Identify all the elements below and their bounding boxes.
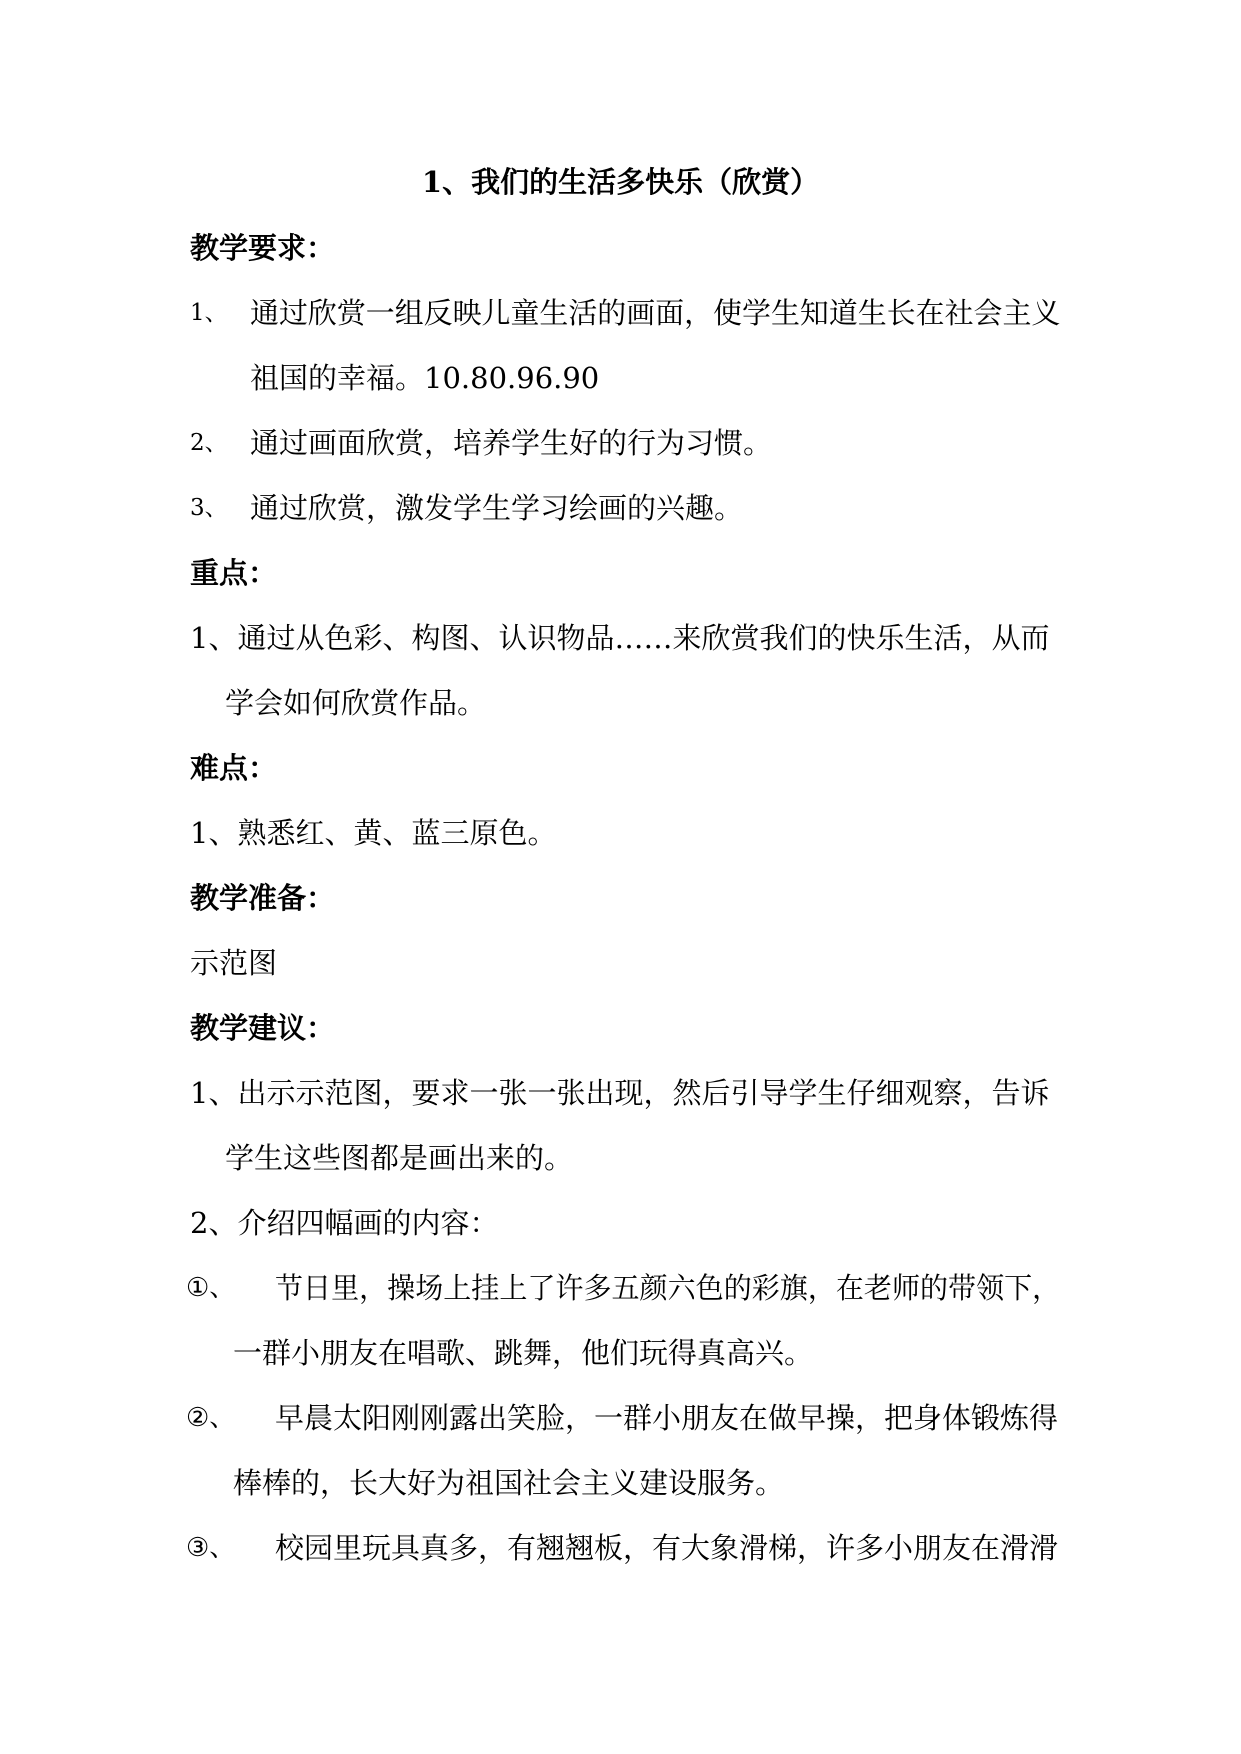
picture-2-line-2: 棒棒的，长大好为祖国社会主义建设服务。 xyxy=(233,1466,785,1500)
key-points-line-2: 学会如何欣赏作品。 xyxy=(225,686,487,720)
page-title: 1、我们的生活多快乐（欣赏） xyxy=(421,165,820,199)
picture-3-line-1: 校园里玩具真多，有翘翘板，有大象滑梯，许多小朋友在滑滑 xyxy=(275,1531,1059,1565)
preparation-line-1: 示范图 xyxy=(190,946,278,980)
requirement-number-1: 1、 xyxy=(190,300,228,326)
suggestions-heading: 教学建议： xyxy=(190,1011,336,1045)
requirement-number-2: 2、 xyxy=(190,430,228,456)
picture-number-2: ②、 xyxy=(186,1403,236,1433)
requirement-number-3: 3、 xyxy=(190,495,228,521)
difficulties-line-1: 1、熟悉红、黄、蓝三原色。 xyxy=(190,816,557,850)
suggestion-1-line-2: 学生这些图都是画出来的。 xyxy=(225,1141,574,1175)
picture-1-line-2: 一群小朋友在唱歌、跳舞，他们玩得真高兴。 xyxy=(233,1336,814,1370)
requirement-3-line-1: 通过欣赏，激发学生学习绘画的兴趣。 xyxy=(250,491,744,525)
picture-number-3: ③、 xyxy=(186,1533,236,1563)
requirements-heading: 教学要求： xyxy=(190,231,336,265)
picture-1-line-1: 节日里，操场上挂上了许多五颜六色的彩旗，在老师的带领下， xyxy=(275,1271,1061,1305)
difficulties-heading: 难点： xyxy=(190,751,278,785)
key-points-heading: 重点： xyxy=(190,556,278,590)
suggestion-2-line: 2、介绍四幅画的内容： xyxy=(190,1206,499,1240)
suggestion-1-line-1: 1、出示示范图，要求一张一张出现，然后引导学生仔细观察，告诉 xyxy=(190,1076,1050,1110)
requirement-1-line-1: 通过欣赏一组反映儿童生活的画面，使学生知道生长在社会主义 xyxy=(250,296,1061,330)
key-points-line-1: 1、通过从色彩、构图、认识物品……来欣赏我们的快乐生活，从而 xyxy=(190,621,1050,655)
requirement-1-line-2: 祖国的幸福。10.80.96.90 xyxy=(250,361,600,395)
preparation-heading: 教学准备： xyxy=(190,881,336,915)
picture-2-line-1: 早晨太阳刚刚露出笑脸，一群小朋友在做早操，把身体锻炼得 xyxy=(275,1401,1059,1435)
requirement-2-line-1: 通过画面欣赏，培养学生好的行为习惯。 xyxy=(250,426,773,460)
picture-number-1: ①、 xyxy=(186,1273,236,1303)
